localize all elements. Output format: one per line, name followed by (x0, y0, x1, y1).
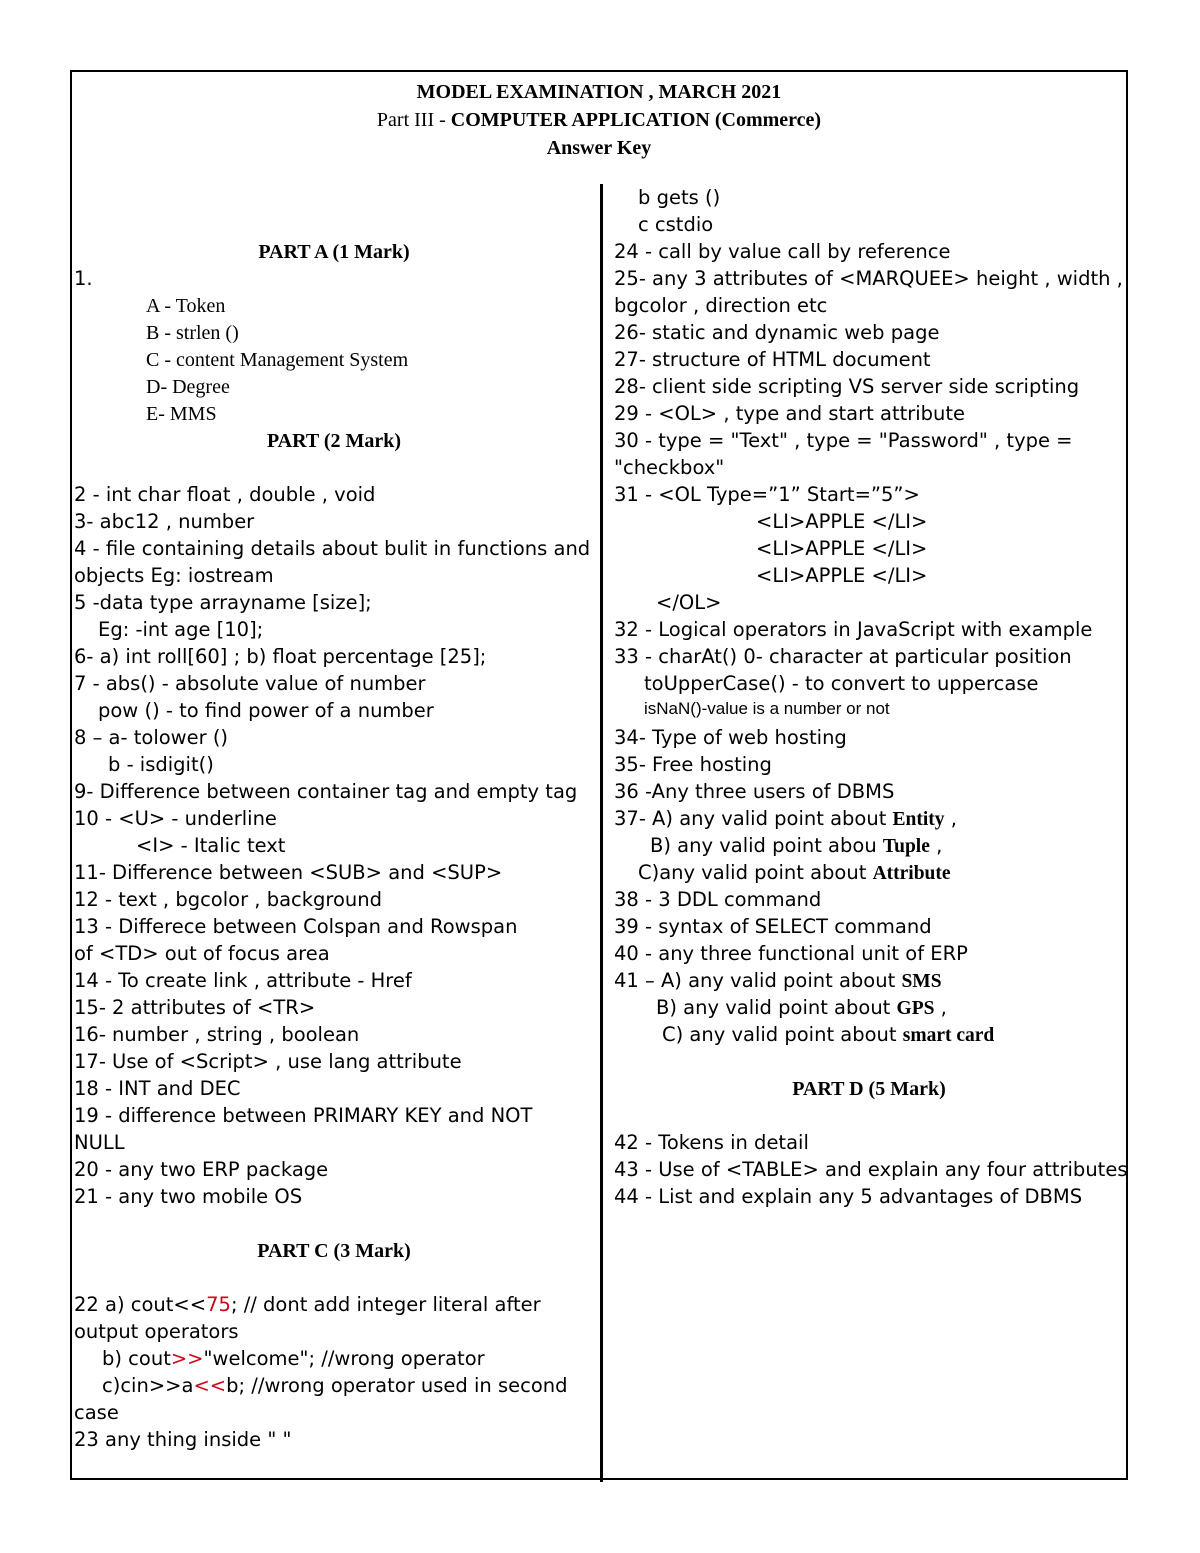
answer-11: 11- Difference between <SUB> and <SUP> (74, 861, 503, 884)
answer-25-line2: bgcolor , direction etc (614, 294, 828, 317)
answer-31-li1: <LI>APPLE </LI> (756, 510, 928, 533)
answer-23c: c cstdio (638, 213, 714, 236)
answer-44: 44 - List and explain any 5 advantages of DBMS (614, 1185, 1083, 1208)
answer-41a: 41 – A) any valid point about SMS (614, 969, 942, 992)
answer-33-line3: isNaN()-value is a number or not (644, 699, 890, 718)
answer-key-heading: Answer Key (546, 137, 652, 159)
exam-subtitle: Part III - COMPUTER APPLICATION (Commerce) (376, 109, 822, 131)
answer-5-line1: 5 -data type arrayname [size]; (74, 591, 372, 614)
answer-12: 12 - text , bgcolor , background (74, 888, 383, 911)
answer-8-line2: b - isdigit() (108, 753, 214, 776)
answer-13-line1: 13 - Differece between Colspan and Rowspan (74, 915, 518, 938)
answer-25-line1: 25- any 3 attributes of <MARQUEE> height , width , (614, 267, 1123, 290)
answer-14: 14 - To create link , attribute - Href (74, 969, 412, 992)
answer-26: 26- static and dynamic web page (614, 321, 940, 344)
answer-1a: A - Token (146, 295, 226, 317)
answer-31-end: </OL> (656, 591, 722, 614)
exam-title: MODEL EXAMINATION , MARCH 2021 (416, 81, 782, 103)
answer-22b: b) cout>>"welcome"; //wrong operator (102, 1347, 485, 1370)
answer-23: 23 any thing inside " " (74, 1428, 292, 1451)
answer-36: 36 -Any three users of DBMS (614, 780, 895, 803)
answer-35: 35- Free hosting (614, 753, 772, 776)
column-divider (600, 184, 603, 1482)
answer-33-line1: 33 - charAt() 0- character at particular position (614, 645, 1072, 668)
answer-30-line1: 30 - type = "Text" , type = "Password" , type = (614, 429, 1073, 452)
answer-1d: D- Degree (146, 376, 230, 398)
answer-6: 6- a) int roll[60] ; b) float percentage [25]; (74, 645, 487, 668)
answer-19-line1: 19 - difference between PRIMARY KEY and NOT (74, 1104, 533, 1127)
answer-41b: B) any valid point about GPS , (656, 996, 947, 1019)
answer-32: 32 - Logical operators in JavaScript with example (614, 618, 1093, 641)
answer-22c-line2: case (74, 1401, 119, 1424)
answer-19-line2: NULL (74, 1131, 125, 1154)
answer-18: 18 - INT and DEC (74, 1077, 241, 1100)
answer-1e: E- MMS (146, 403, 217, 425)
answer-23b: b gets () (638, 186, 721, 209)
answer-40: 40 - any three functional unit of ERP (614, 942, 968, 965)
answer-15: 15- 2 attributes of <TR> (74, 996, 316, 1019)
answer-31-line1: 31 - <OL Type=”1” Start=”5”> (614, 483, 920, 506)
answer-37b: B) any valid point abou Tuple , (650, 834, 943, 857)
answer-22a-line1: 22 a) cout<<75; // dont add integer literal after (74, 1293, 541, 1316)
answer-22c-line1: c)cin>>a<<b; //wrong operator used in second (102, 1374, 568, 1397)
answer-1b: B - strlen () (146, 322, 239, 344)
answer-34: 34- Type of web hosting (614, 726, 847, 749)
answer-30-line2: "checkbox" (614, 456, 725, 479)
section-heading-part-d: PART D (5 Mark) (792, 1078, 946, 1100)
answer-22a-line2: output operators (74, 1320, 239, 1343)
answer-21: 21 - any two mobile OS (74, 1185, 303, 1208)
question-1: 1. (74, 267, 93, 290)
document-header (72, 78, 1126, 162)
answer-10-line1: 10 - <U> - underline (74, 807, 277, 830)
answer-33-line2: toUpperCase() - to convert to uppercase (644, 672, 1039, 695)
answer-9: 9- Difference between container tag and empty tag (74, 780, 578, 803)
answer-3: 3- abc12 , number (74, 510, 255, 533)
answer-8-line1: 8 – a- tolower () (74, 726, 229, 749)
answer-42: 42 - Tokens in detail (614, 1131, 809, 1154)
answer-17: 17- Use of <Script> , use lang attribute (74, 1050, 462, 1073)
section-heading-part-c: PART C (3 Mark) (257, 1240, 411, 1262)
answer-10-line2: <I> - Italic text (136, 834, 286, 857)
answer-16: 16- number , string , boolean (74, 1023, 360, 1046)
answer-4-line2: objects Eg: iostream (74, 564, 274, 587)
answer-1c: C - content Management System (146, 349, 409, 371)
answer-5-line2: Eg: -int age [10]; (98, 618, 264, 641)
answer-43: 43 - Use of <TABLE> and explain any four attributes (614, 1158, 1128, 1181)
answer-7-line2: pow () - to find power of a number (98, 699, 434, 722)
answer-31-li2: <LI>APPLE </LI> (756, 537, 928, 560)
answer-37a: 37- A) any valid point about Entity , (614, 807, 957, 830)
answer-13-line2: of <TD> out of focus area (74, 942, 330, 965)
answer-20: 20 - any two ERP package (74, 1158, 329, 1181)
section-heading-part-b: PART (2 Mark) (266, 430, 402, 452)
answer-4-line1: 4 - file containing details about bulit in functions and (74, 537, 591, 560)
answer-28: 28- client side scripting VS server side scripting (614, 375, 1080, 398)
answer-38: 38 - 3 DDL command (614, 888, 822, 911)
answer-2: 2 - int char float , double , void (74, 483, 376, 506)
answer-41c: C) any valid point about smart card (662, 1023, 995, 1046)
answer-7-line1: 7 - abs() - absolute value of number (74, 672, 426, 695)
answer-37c: C)any valid point about Attribute (638, 861, 951, 884)
answer-31-li3: <LI>APPLE </LI> (756, 564, 928, 587)
answer-24: 24 - call by value call by reference (614, 240, 951, 263)
answer-key-frame (70, 70, 1128, 1480)
answer-29: 29 - <OL> , type and start attribute (614, 402, 966, 425)
answer-39: 39 - syntax of SELECT command (614, 915, 932, 938)
answer-27: 27- structure of HTML document (614, 348, 931, 371)
section-heading-part-a: PART A (1 Mark) (258, 241, 410, 263)
